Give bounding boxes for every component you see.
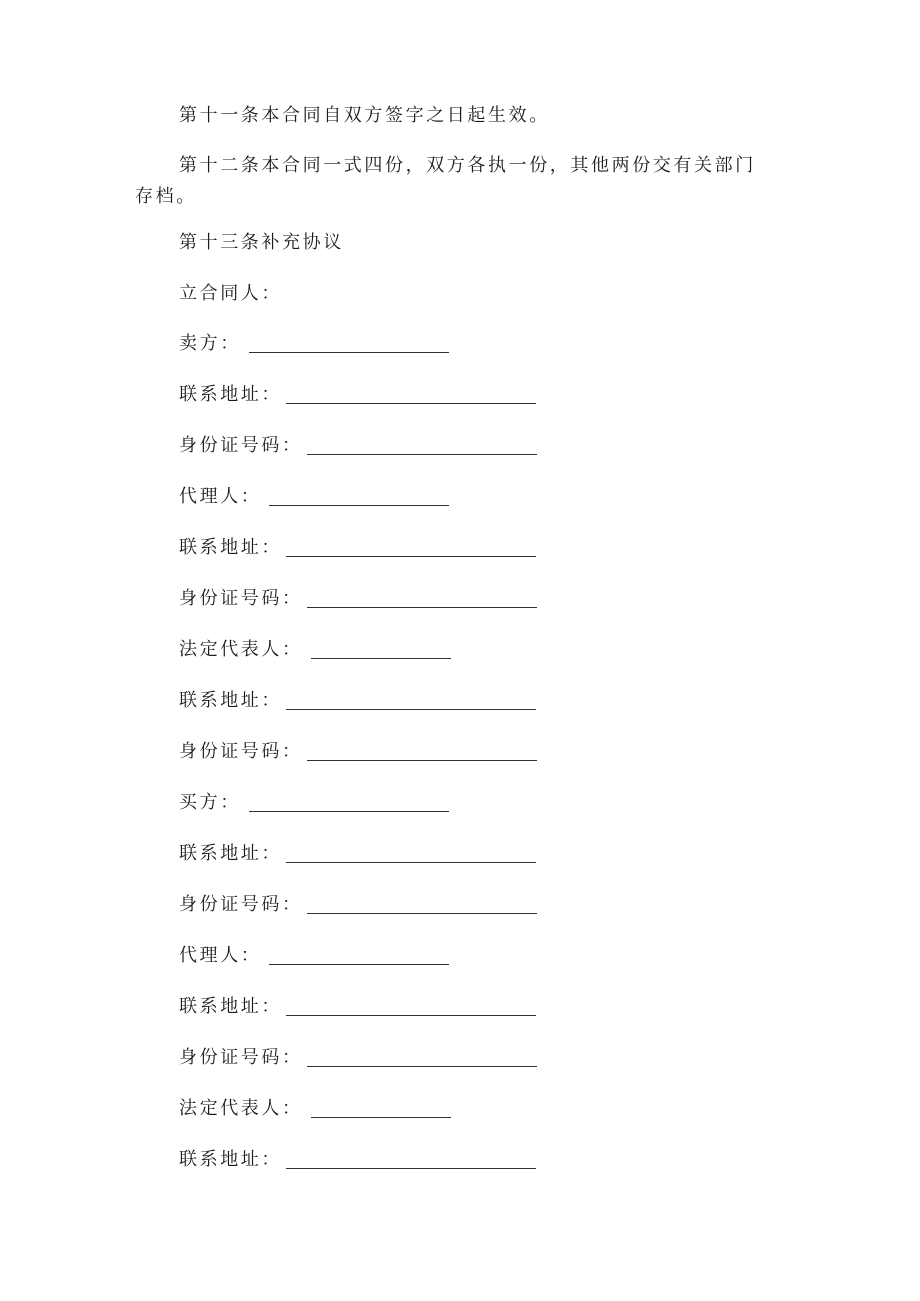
buyer-blank[interactable] — [249, 793, 449, 812]
buyer-address-field[interactable] — [179, 841, 536, 867]
buyer-agent-address-label: 联系地址： — [179, 996, 282, 1017]
seller-id-field[interactable] — [179, 433, 537, 459]
buyer-legal-rep-label: 法定代表人： — [179, 1098, 303, 1119]
clause-12: 第十二条本合同一式四份，双方各执一份，其他两份交有关部门存档。 — [135, 155, 756, 207]
buyer-agent-field[interactable] — [179, 943, 449, 969]
seller-agent-address-blank[interactable] — [286, 538, 536, 557]
buyer-legal-rep-address-field[interactable] — [179, 1147, 536, 1173]
seller-legal-rep-field[interactable] — [179, 637, 451, 663]
seller-legal-rep-blank[interactable] — [311, 640, 451, 659]
seller-legal-rep-id-blank[interactable] — [307, 742, 537, 761]
buyer-address-blank[interactable] — [286, 844, 536, 863]
buyer-agent-id-field[interactable] — [179, 1045, 537, 1071]
seller-agent-address-label: 联系地址： — [179, 537, 282, 558]
seller-legal-rep-id-label: 身份证号码： — [179, 741, 303, 762]
buyer-address-label: 联系地址： — [179, 843, 282, 864]
buyer-agent-label: 代理人： — [179, 945, 262, 966]
seller-legal-rep-label: 法定代表人： — [179, 639, 303, 660]
buyer-legal-rep-address-label: 联系地址： — [179, 1149, 282, 1170]
buyer-agent-blank[interactable] — [269, 946, 449, 965]
clause-13: 第十三条补充协议 — [179, 232, 344, 253]
seller-field[interactable] — [179, 331, 449, 357]
seller-agent-field[interactable] — [179, 484, 449, 510]
seller-legal-rep-address-blank[interactable] — [286, 691, 536, 710]
buyer-legal-rep-field[interactable] — [179, 1096, 451, 1122]
buyer-agent-address-blank[interactable] — [286, 997, 536, 1016]
seller-agent-blank[interactable] — [269, 487, 449, 506]
seller-legal-rep-address-field[interactable] — [179, 688, 536, 714]
seller-legal-rep-id-field[interactable] — [179, 739, 537, 765]
buyer-field[interactable] — [179, 790, 449, 816]
buyer-agent-address-field[interactable] — [179, 994, 536, 1020]
buyer-id-label: 身份证号码： — [179, 894, 303, 915]
seller-legal-rep-address-label: 联系地址： — [179, 690, 282, 711]
buyer-legal-rep-blank[interactable] — [311, 1099, 451, 1118]
seller-agent-address-field[interactable] — [179, 535, 536, 561]
buyer-id-field[interactable] — [179, 892, 537, 918]
seller-address-label: 联系地址： — [179, 384, 282, 405]
seller-agent-id-field[interactable] — [179, 586, 537, 612]
buyer-agent-id-label: 身份证号码： — [179, 1047, 303, 1068]
clause-11: 第十一条本合同自双方签字之日起生效。 — [179, 105, 550, 126]
buyer-label: 买方： — [179, 792, 241, 813]
seller-agent-id-blank[interactable] — [307, 589, 537, 608]
seller-id-blank[interactable] — [307, 436, 537, 455]
seller-label: 卖方： — [179, 333, 241, 354]
buyer-agent-id-blank[interactable] — [307, 1048, 537, 1067]
seller-id-label: 身份证号码： — [179, 435, 303, 456]
seller-blank[interactable] — [249, 334, 449, 353]
buyer-id-blank[interactable] — [307, 895, 537, 914]
buyer-legal-rep-address-blank[interactable] — [286, 1150, 536, 1169]
seller-address-field[interactable] — [179, 382, 536, 408]
seller-agent-id-label: 身份证号码： — [179, 588, 303, 609]
seller-agent-label: 代理人： — [179, 486, 262, 507]
signatories-heading: 立合同人： — [179, 283, 282, 304]
seller-address-blank[interactable] — [286, 385, 536, 404]
